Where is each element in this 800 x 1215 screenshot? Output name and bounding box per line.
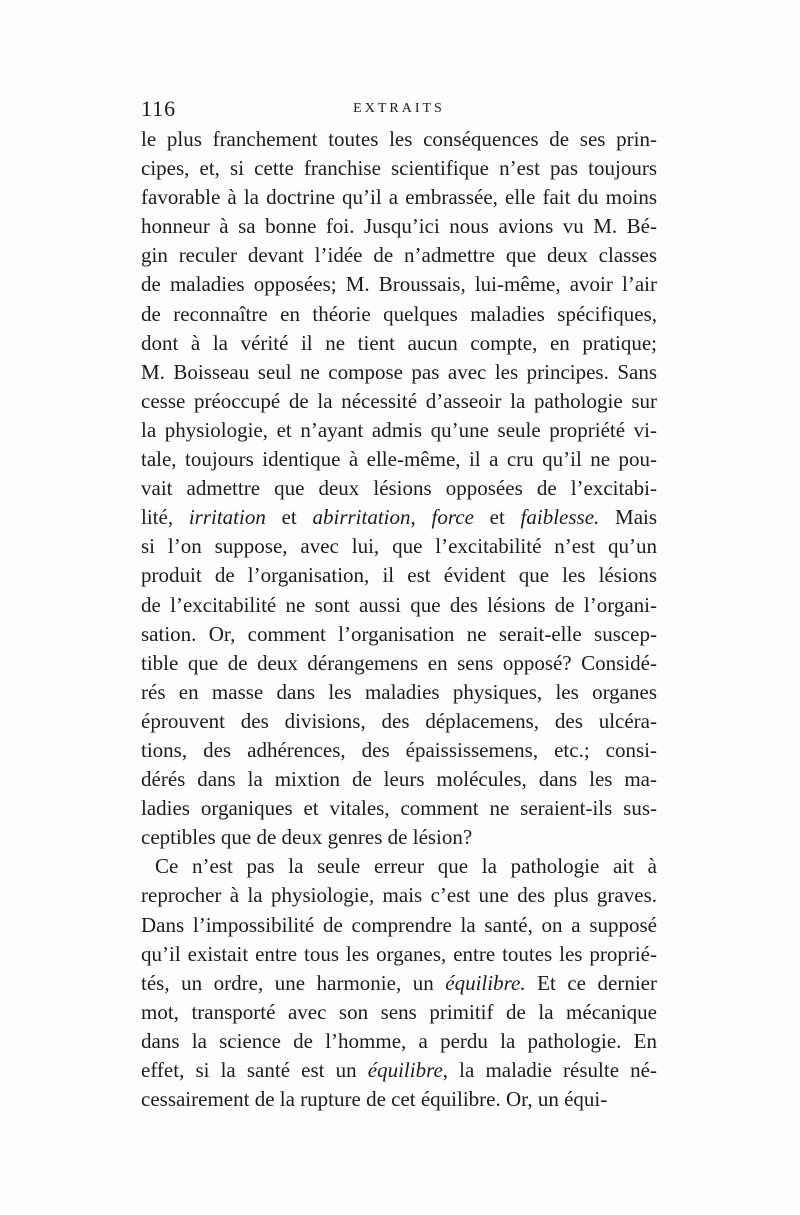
text-segment: et	[265, 505, 313, 530]
text-segment: cesse préoccupé de la nécessité d’asseoir la pathologie sur	[141, 388, 657, 413]
text-segment: tés, un ordre, une harmonie, un	[141, 970, 446, 995]
text-line	[141, 940, 657, 969]
text-segment: sation. Or, comment l’organisation ne serait-elle suscep-	[141, 621, 657, 646]
text-segment: rés en masse dans les maladies physiques, les organes	[141, 679, 657, 704]
italic-term: équilibre	[367, 1058, 443, 1082]
text-line	[141, 794, 657, 823]
text-segment: M. Boisseau seul ne compose pas avec les principes. Sans	[141, 359, 657, 384]
text-segment: la physiologie, et n’ayant admis qu’une seule propriété vi-	[141, 417, 657, 442]
italic-term: abirritation	[312, 505, 411, 530]
text-segment: Et ce dernier	[525, 970, 657, 995]
text-segment: gin reculer devant l’idée de n’admettre que deux classes	[141, 243, 657, 268]
text-segment: , la maladie résulte né-	[442, 1058, 657, 1082]
text-segment: ,	[410, 505, 432, 530]
text-segment: vait admettre que deux lésions opposées de l’excitabi-	[141, 476, 657, 501]
text-segment: de reconnaître en théorie quelques maladies spécifiques,	[141, 301, 657, 326]
italic-term: faiblesse.	[520, 505, 600, 530]
text-line	[141, 707, 657, 736]
text-segment: tale, toujours identique à elle-même, il a cru qu’il ne pou-	[141, 447, 657, 472]
text-line	[141, 881, 657, 910]
text-line	[141, 270, 657, 299]
text-line	[141, 620, 657, 649]
text-line	[141, 358, 657, 387]
text-line	[141, 591, 657, 620]
text-line	[141, 969, 657, 998]
text-segment: ladies organiques et vitales, comment ne seraient-ils sus-	[141, 796, 657, 821]
text-segment: de maladies opposées; M. Broussais, lui-même, avoir l’air	[141, 272, 657, 297]
text-line	[141, 649, 657, 678]
text-line	[141, 678, 657, 707]
text-line	[141, 387, 657, 416]
text-line	[141, 445, 657, 474]
text-line	[141, 125, 657, 154]
text-line	[141, 300, 657, 329]
text-line	[141, 241, 657, 270]
text-segment: honneur à sa bonne foi. Jusqu’ici nous avions vu M. Bé-	[141, 214, 657, 239]
text-segment: reprocher à la physiologie, mais c’est une des plus graves.	[141, 883, 657, 908]
text-segment: dans la science de l’homme, a perdu la pathologie. En	[141, 1028, 657, 1053]
text-segment: Mais	[599, 505, 658, 530]
text-line	[141, 561, 657, 590]
text-segment: de l’excitabilité ne sont aussi que des lésions de l’organi-	[141, 592, 657, 617]
text-segment: tions, des adhérences, des épaississemens, etc.; consi-	[141, 737, 657, 762]
text-line	[141, 765, 657, 794]
text-line	[141, 911, 657, 940]
text-line	[141, 154, 657, 183]
text-segment: effet, si la santé est un	[141, 1058, 368, 1082]
text-line	[141, 329, 657, 358]
text-segment: dérés dans la mixtion de leurs molécules, dans les ma-	[141, 767, 657, 792]
text-segment: favorable à la doctrine qu’il a embrassée, elle fait du moins	[141, 185, 657, 210]
text-line	[141, 183, 657, 212]
text-line	[141, 532, 657, 561]
text-line	[141, 998, 657, 1027]
text-line	[141, 823, 657, 852]
text-line	[141, 416, 657, 445]
text-segment: dont à la vérité il ne tient aucun compte, en pratique;	[141, 330, 657, 355]
text-segment: tible que de deux dérangemens en sens opposé? Considé-	[141, 650, 657, 675]
italic-term: irritation	[188, 505, 266, 530]
text-line	[141, 503, 657, 532]
text-line	[141, 1085, 657, 1114]
text-segment: éprouvent des divisions, des déplacemens, des ulcéra-	[141, 708, 657, 733]
text-line	[141, 1056, 657, 1085]
italic-term: équilibre.	[445, 970, 526, 995]
text-line	[141, 1027, 657, 1056]
text-segment: produit de l’organisation, il est évident que les lésions	[141, 563, 657, 588]
text-segment: si l’on suppose, avec lui, que l’excitabilité n’est qu’un	[141, 534, 657, 559]
text-segment: mot, transporté avec son sens primitif de la mécanique	[141, 999, 657, 1024]
text-segment: et	[473, 505, 521, 530]
text-segment: cessairement de la rupture de cet équilibre. Or, un équi-	[141, 1087, 608, 1112]
text-line	[141, 736, 657, 765]
text-segment: le plus franchement toutes les conséquences de ses prin-	[141, 127, 657, 151]
text-segment: Dans l’impossibilité de comprendre la santé, on a supposé	[141, 912, 657, 937]
text-segment: cipes, et, si cette franchise scientifique n’est pas toujours	[141, 156, 657, 181]
page-number: 116	[141, 96, 177, 121]
text-line	[141, 852, 657, 881]
text-segment: Ce n’est pas la seule erreur que la pathologie ait à	[155, 854, 657, 879]
running-title: EXTRAITS	[353, 101, 445, 116]
italic-term: force	[431, 505, 474, 530]
text-line	[141, 474, 657, 503]
text-line	[141, 212, 657, 241]
text-segment: ceptibles que de deux genres de lésion?	[141, 825, 473, 850]
text-segment: qu’il existait entre tous les organes, entre toutes les proprié-	[141, 941, 657, 966]
running-head	[141, 96, 657, 124]
body-text	[141, 125, 657, 1114]
text-segment: lité,	[141, 505, 189, 530]
